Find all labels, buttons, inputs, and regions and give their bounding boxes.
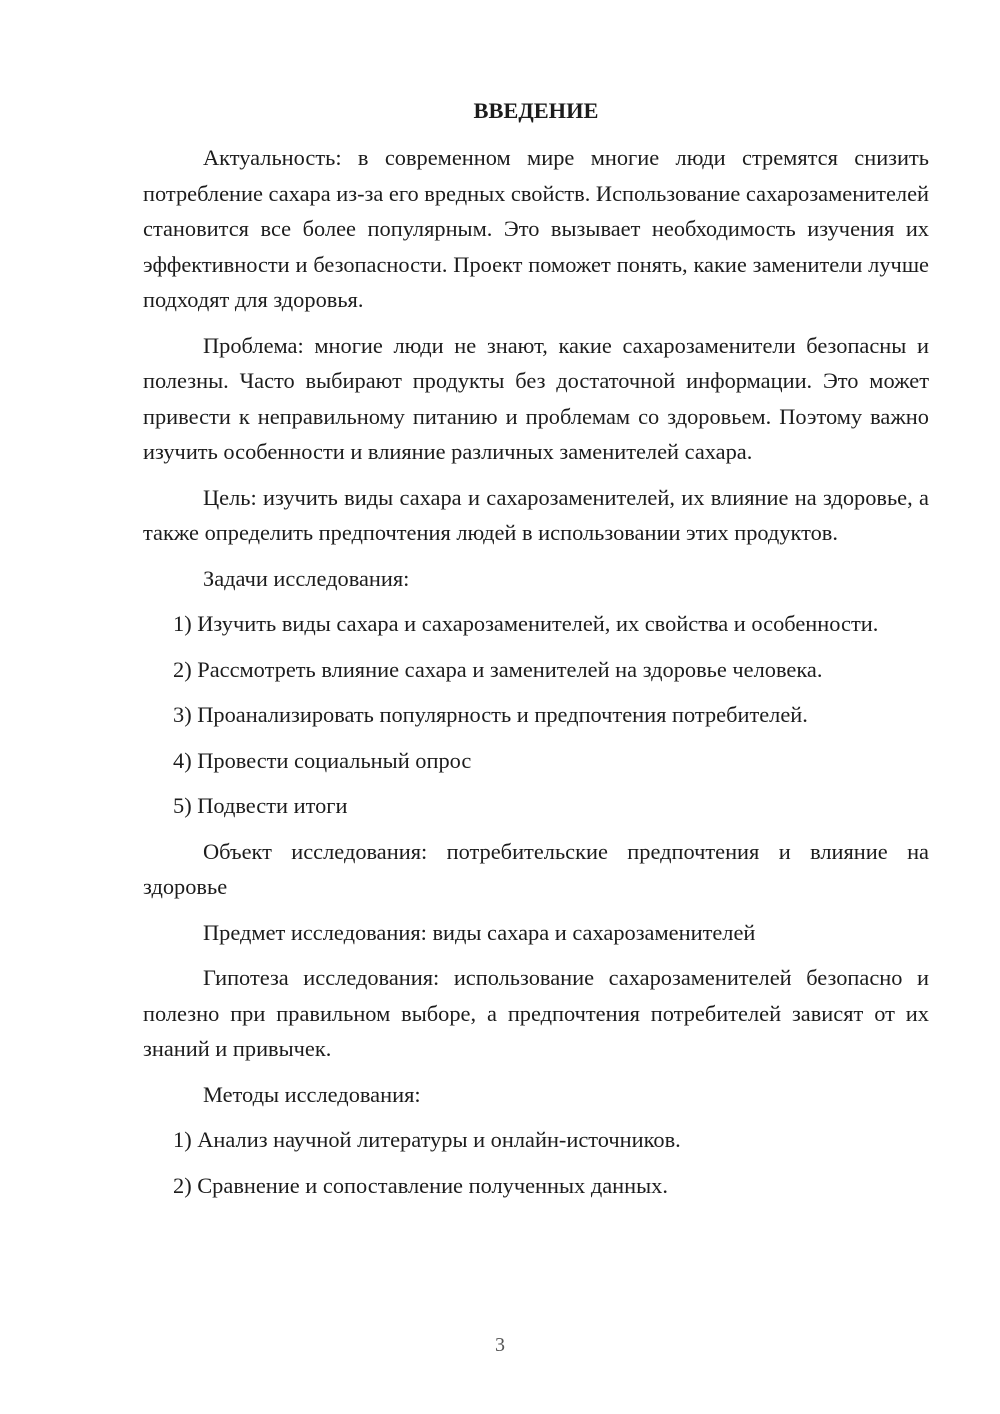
subject-paragraph: Предмет исследования: виды сахара и сахарозаменителей [203,919,756,945]
document-page [143,92,929,1213]
object-paragraph: Объект исследования: потребительские предпочтения и влияние на здоровье [143,838,929,899]
methods-heading: Методы исследования: [203,1081,421,1107]
goal-paragraph: Цель: изучить виды сахара и сахарозаменителей, их влияние на здоровье, а также определить предпочтения людей в использовании этих продуктов. [143,484,929,545]
method-item-2: 2) Сравнение и сопоставление полученных данных. [173,1172,668,1198]
tasks-heading: Задачи исследования: [203,565,410,591]
task-item-2: 2) Рассмотреть влияние сахара и заменителей на здоровье человека. [173,656,823,682]
task-item-3: 3) Проанализировать популярность и предпочтения потребителей. [173,702,808,727]
task-item-5: 5) Подвести итоги [173,793,348,818]
hypothesis-paragraph: Гипотеза исследования: использование сахарозаменителей безопасно и полезно при правильном выборе, а предпочтения потребителей зависят от их знаний и привычек. [143,965,929,1061]
page-number: 3 [495,1334,505,1356]
task-item-4: 4) Провести социальный опрос [173,747,472,773]
task-item-1: 1) Изучить виды сахара и сахарозаменителей, их свойства и особенности. [173,611,879,636]
problem-paragraph: Проблема: многие люди не знают, какие сахарозаменители безопасны и полезны. Часто выбирают продукты без достаточной информации. Это может привести к неправильному питанию и проблемам со здоровьем. Поэтому важно изучить особенности и влияние различных заменителей сахара. [143,332,929,464]
page-title: ВВЕДЕНИЕ [473,98,599,123]
relevance-paragraph: Актуальность: в современном мире многие люди стремятся снизить потребление сахара из-за его вредных свойств. Использование сахарозаменителей становится все более популярным. Это вызывает необходимость изучения их эффективности и безопасности. Проект поможет понять, какие заменители лучше подходят для здоровья. [143,145,929,312]
method-item-1: 1) Анализ научной литературы и онлайн-источников. [173,1127,681,1152]
